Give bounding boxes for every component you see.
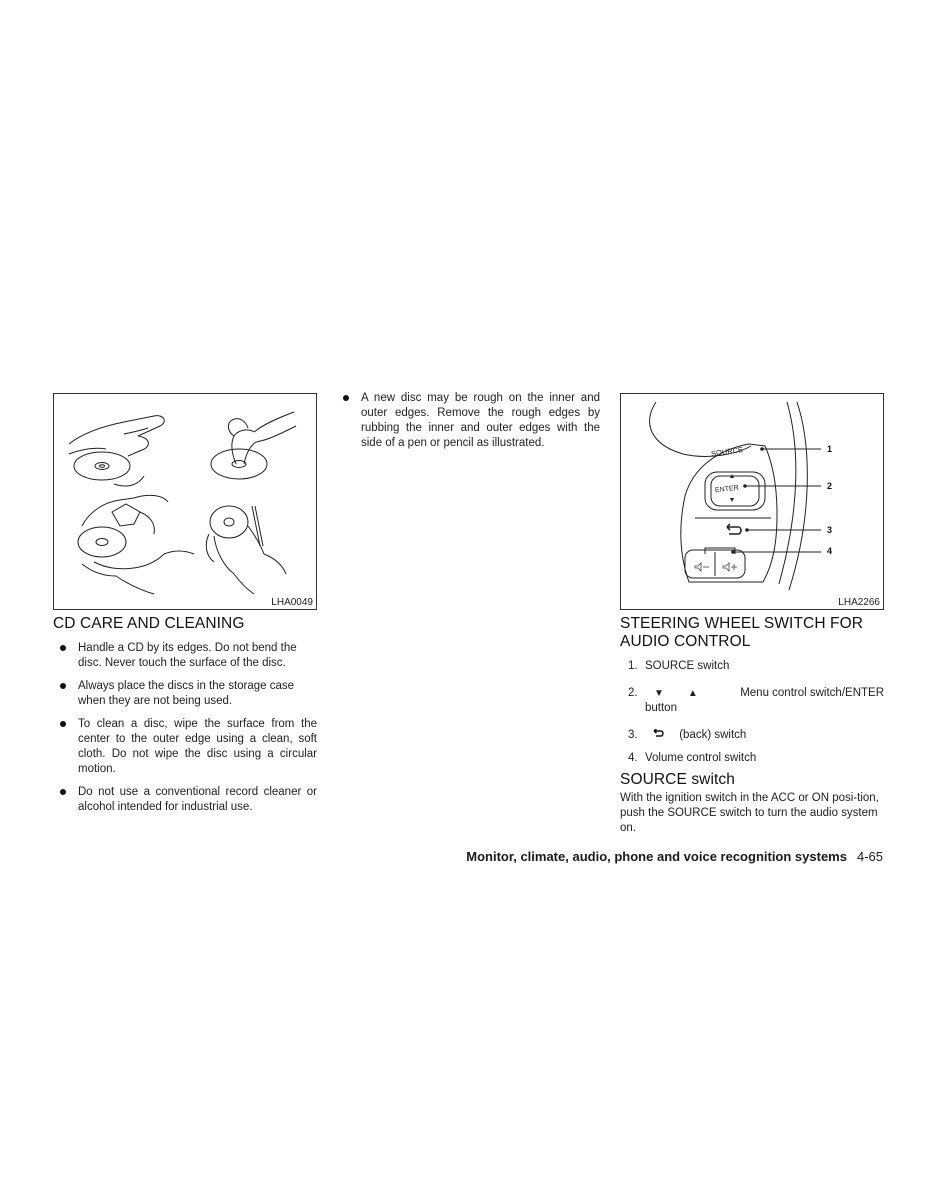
cd-care-heading: CD CARE AND CLEANING	[53, 615, 245, 632]
figure-code: LHA2266	[838, 597, 880, 608]
list-item	[620, 728, 884, 743]
bullet-text: Always place the discs in the storage case when they are not being used.	[78, 680, 295, 707]
list-item	[620, 751, 884, 766]
callout-4: 4	[827, 546, 833, 556]
source-switch-heading: SOURCE switch	[620, 771, 735, 788]
item-number: 3.	[628, 729, 638, 741]
figure-code: LHA0049	[271, 597, 313, 608]
enter-button-label: ENTER	[714, 484, 740, 495]
steering-switch-figure	[620, 393, 884, 610]
item-text-continued: button	[645, 702, 677, 714]
source-switch-body: With the ignition switch in the ACC or ON posi-tion, push the SOURCE switch to turn the audio system on.	[620, 792, 879, 834]
steering-switch-list	[620, 659, 884, 774]
item-text: Menu control switch/ENTER	[740, 687, 884, 699]
list-item	[53, 641, 317, 671]
up-arrow-icon: ▲	[687, 688, 698, 699]
item-text: (back) switch	[679, 729, 747, 741]
bullet-text: Do not use a conventional record cleaner or alcohol intended for industrial use.	[78, 786, 317, 813]
bullet-text: To clean a disc, wipe the surface from the center to the outer edge using a clean, soft cloth. Do not wipe the disc using a circular motion.	[78, 718, 317, 775]
bullet-icon	[60, 645, 66, 651]
item-text: SOURCE switch	[645, 660, 730, 672]
list-item	[620, 686, 884, 716]
chapter-title: Monitor, climate, audio, phone and voice recognition systems	[466, 849, 847, 864]
list-item	[620, 659, 884, 674]
bullet-text: Handle a CD by its edges. Do not bend the disc. Never touch the surface of the disc.	[78, 642, 297, 669]
cd-care-figure	[53, 393, 317, 610]
bullet-icon	[60, 721, 66, 727]
bullet-icon	[343, 395, 349, 401]
item-number: 4.	[628, 752, 638, 764]
page-footer	[466, 849, 883, 864]
source-button-label: SOURCE	[710, 444, 744, 459]
item-text: Volume control switch	[645, 752, 757, 764]
cd-care-illustration	[54, 394, 316, 609]
bullet-text: A new disc may be rough on the inner and outer edges. Remove the rough edges by rubbing the inner and outer edges with the side of a pen or pencil as illustrated.	[361, 392, 600, 449]
bullet-icon	[60, 683, 66, 689]
steering-switch-heading: STEERING WHEEL SWITCH FOR AUDIO CONTROL	[620, 615, 864, 650]
list-item	[53, 679, 317, 709]
page-number: 4-65	[856, 849, 883, 864]
down-arrow-icon: ▼	[654, 688, 664, 699]
list-item	[53, 717, 317, 777]
list-item	[53, 785, 317, 815]
back-icon	[653, 728, 667, 743]
callout-1: 1	[827, 444, 833, 454]
item-number: 1.	[628, 660, 638, 672]
list-item	[336, 391, 600, 451]
item-number: 2.	[628, 687, 638, 699]
callout-2: 2	[827, 481, 833, 491]
cd-care-list	[53, 641, 317, 823]
bullet-icon	[60, 789, 66, 795]
steering-switch-illustration	[621, 394, 883, 609]
callout-3: 3	[827, 525, 833, 535]
new-disc-list	[336, 391, 600, 459]
